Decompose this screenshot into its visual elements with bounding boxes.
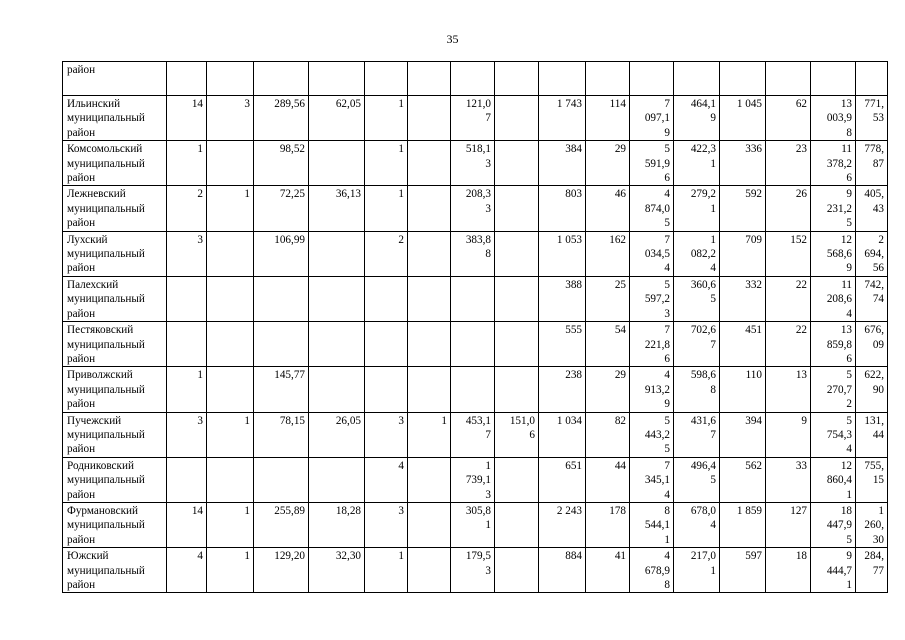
value-cell: 110 (720, 367, 766, 412)
value-cell: 383,8 8 (451, 231, 495, 276)
value-cell: 29 (586, 367, 630, 412)
value-cell: 3 (365, 412, 408, 457)
value-cell: 7 097,1 9 (630, 96, 674, 141)
table-row (63, 96, 888, 141)
value-cell: 388 (539, 276, 586, 321)
value-cell: 1 743 (539, 96, 586, 141)
value-cell: 41 (586, 548, 630, 593)
value-cell (365, 367, 408, 412)
value-cell: 332 (720, 276, 766, 321)
value-cell (167, 322, 207, 367)
value-cell: 1 (408, 412, 451, 457)
value-cell (766, 62, 811, 96)
value-cell: 1 260, 30 (856, 502, 888, 547)
value-cell: 453,1 7 (451, 412, 495, 457)
value-cell (254, 62, 309, 96)
value-cell: 431,6 7 (674, 412, 720, 457)
value-cell (408, 186, 451, 231)
value-cell: 518,1 3 (451, 141, 495, 186)
value-cell (495, 457, 539, 502)
value-cell (495, 367, 539, 412)
table-row (63, 322, 888, 367)
district-name-cell: Ильинский муниципальный район (63, 96, 167, 141)
value-cell: 394 (720, 412, 766, 457)
value-cell: 1 (207, 502, 254, 547)
value-cell (408, 457, 451, 502)
value-cell (309, 276, 365, 321)
value-cell: 23 (766, 141, 811, 186)
value-cell (451, 276, 495, 321)
value-cell: 18 (766, 548, 811, 593)
table-row (63, 231, 888, 276)
value-cell: 7 345,1 4 (630, 457, 674, 502)
value-cell: 384 (539, 141, 586, 186)
value-cell: 678,0 4 (674, 502, 720, 547)
value-cell: 217,0 1 (674, 548, 720, 593)
value-cell: 178 (586, 502, 630, 547)
table-row (63, 412, 888, 457)
value-cell: 78,15 (254, 412, 309, 457)
value-cell: 12 860,4 1 (811, 457, 856, 502)
value-cell: 592 (720, 186, 766, 231)
value-cell (309, 141, 365, 186)
value-cell: 360,6 5 (674, 276, 720, 321)
value-cell: 12 568,6 9 (811, 231, 856, 276)
district-name-cell: Палехский муниципальный район (63, 276, 167, 321)
value-cell: 44 (586, 457, 630, 502)
value-cell: 1 034 (539, 412, 586, 457)
value-cell: 25 (586, 276, 630, 321)
value-cell: 702,6 7 (674, 322, 720, 367)
value-cell: 26 (766, 186, 811, 231)
value-cell: 884 (539, 548, 586, 593)
value-cell: 208,3 3 (451, 186, 495, 231)
value-cell (207, 457, 254, 502)
value-cell: 4 874,0 5 (630, 186, 674, 231)
value-cell (408, 548, 451, 593)
value-cell: 152 (766, 231, 811, 276)
district-name-cell: Фурмановский муниципальный район (63, 502, 167, 547)
value-cell: 13 (766, 367, 811, 412)
value-cell (309, 62, 365, 96)
value-cell: 72,25 (254, 186, 309, 231)
district-name-cell: Комсомольский муниципальный район (63, 141, 167, 186)
value-cell: 778, 87 (856, 141, 888, 186)
value-cell (408, 62, 451, 96)
value-cell: 1 045 (720, 96, 766, 141)
value-cell (495, 62, 539, 96)
value-cell: 36,13 (309, 186, 365, 231)
value-cell (365, 62, 408, 96)
value-cell: 451 (720, 322, 766, 367)
value-cell: 9 (766, 412, 811, 457)
district-name-cell: Пестяковский муниципальный район (63, 322, 167, 367)
page-number: 35 (446, 32, 459, 46)
value-cell: 464,1 9 (674, 96, 720, 141)
district-name-cell: Родниковский муниципальный район (63, 457, 167, 502)
value-cell: 803 (539, 186, 586, 231)
table-row (63, 367, 888, 412)
table-row (63, 276, 888, 321)
table-body (63, 62, 888, 593)
value-cell (586, 62, 630, 96)
value-cell: 336 (720, 141, 766, 186)
table-row (63, 141, 888, 186)
district-name-cell: Пучежский муниципальный район (63, 412, 167, 457)
value-cell: 405, 43 (856, 186, 888, 231)
value-cell: 422,3 1 (674, 141, 720, 186)
value-cell (254, 322, 309, 367)
value-cell: 238 (539, 367, 586, 412)
value-cell: 121,0 7 (451, 96, 495, 141)
value-cell: 1 (365, 96, 408, 141)
value-cell: 1 (207, 186, 254, 231)
district-name-cell: Приволжский муниципальный район (63, 367, 167, 412)
value-cell: 622, 90 (856, 367, 888, 412)
value-cell (207, 367, 254, 412)
data-table (62, 61, 888, 593)
value-cell: 98,52 (254, 141, 309, 186)
value-cell: 26,05 (309, 412, 365, 457)
value-cell: 3 (365, 502, 408, 547)
value-cell (495, 231, 539, 276)
value-cell: 709 (720, 231, 766, 276)
value-cell: 598,6 8 (674, 367, 720, 412)
value-cell: 676, 09 (856, 322, 888, 367)
value-cell: 131, 44 (856, 412, 888, 457)
value-cell (254, 276, 309, 321)
value-cell (365, 322, 408, 367)
value-cell: 4 (365, 457, 408, 502)
value-cell (309, 367, 365, 412)
value-cell: 9 444,7 1 (811, 548, 856, 593)
value-cell: 1 (365, 548, 408, 593)
value-cell: 22 (766, 322, 811, 367)
value-cell: 151,0 6 (495, 412, 539, 457)
value-cell: 2 243 (539, 502, 586, 547)
table-row (63, 457, 888, 502)
value-cell (408, 96, 451, 141)
value-cell: 5 597,2 3 (630, 276, 674, 321)
value-cell: 742, 74 (856, 276, 888, 321)
value-cell: 279,2 1 (674, 186, 720, 231)
value-cell (408, 502, 451, 547)
value-cell (207, 62, 254, 96)
value-cell: 1 (365, 141, 408, 186)
value-cell: 11 378,2 6 (811, 141, 856, 186)
value-cell: 5 754,3 4 (811, 412, 856, 457)
value-cell: 7 034,5 4 (630, 231, 674, 276)
value-cell: 496,4 5 (674, 457, 720, 502)
value-cell (167, 457, 207, 502)
value-cell: 14 (167, 96, 207, 141)
value-cell: 305,8 1 (451, 502, 495, 547)
district-name-cell: Лежневский муниципальный район (63, 186, 167, 231)
value-cell: 1 053 (539, 231, 586, 276)
value-cell: 289,56 (254, 96, 309, 141)
value-cell: 651 (539, 457, 586, 502)
value-cell: 9 231,2 5 (811, 186, 856, 231)
table-row (63, 502, 888, 547)
value-cell: 14 (167, 502, 207, 547)
value-cell: 1 (167, 367, 207, 412)
value-cell: 11 208,6 4 (811, 276, 856, 321)
value-cell: 106,99 (254, 231, 309, 276)
value-cell (495, 502, 539, 547)
value-cell: 3 (167, 231, 207, 276)
value-cell: 597 (720, 548, 766, 593)
value-cell: 8 544,1 1 (630, 502, 674, 547)
value-cell: 82 (586, 412, 630, 457)
table-row (63, 62, 888, 96)
value-cell: 129,20 (254, 548, 309, 593)
value-cell: 145,77 (254, 367, 309, 412)
value-cell (630, 62, 674, 96)
value-cell: 555 (539, 322, 586, 367)
value-cell (451, 367, 495, 412)
value-cell: 5 443,2 5 (630, 412, 674, 457)
value-cell (408, 276, 451, 321)
value-cell: 18,28 (309, 502, 365, 547)
value-cell (495, 276, 539, 321)
value-cell (495, 322, 539, 367)
value-cell (495, 186, 539, 231)
value-cell (207, 276, 254, 321)
value-cell: 18 447,9 5 (811, 502, 856, 547)
table-row (63, 548, 888, 593)
value-cell (495, 141, 539, 186)
value-cell: 1 (207, 412, 254, 457)
value-cell (451, 322, 495, 367)
district-name-cell: Лухский муниципальный район (63, 231, 167, 276)
value-cell (309, 231, 365, 276)
district-name-cell: район (63, 62, 167, 96)
value-cell (207, 141, 254, 186)
value-cell: 755, 15 (856, 457, 888, 502)
value-cell: 22 (766, 276, 811, 321)
district-name-cell: Южский муниципальный район (63, 548, 167, 593)
value-cell (856, 62, 888, 96)
value-cell: 54 (586, 322, 630, 367)
value-cell: 162 (586, 231, 630, 276)
value-cell: 5 270,7 2 (811, 367, 856, 412)
value-cell (495, 548, 539, 593)
value-cell: 3 (207, 96, 254, 141)
value-cell: 13 859,8 6 (811, 322, 856, 367)
value-cell (408, 141, 451, 186)
value-cell: 1 (167, 141, 207, 186)
value-cell: 7 221,8 6 (630, 322, 674, 367)
value-cell: 46 (586, 186, 630, 231)
value-cell: 4 913,2 9 (630, 367, 674, 412)
value-cell: 62 (766, 96, 811, 141)
value-cell: 1 (207, 548, 254, 593)
value-cell (309, 322, 365, 367)
value-cell: 33 (766, 457, 811, 502)
value-cell (539, 62, 586, 96)
value-cell (167, 62, 207, 96)
value-cell: 255,89 (254, 502, 309, 547)
value-cell: 1 859 (720, 502, 766, 547)
value-cell: 1 082,2 4 (674, 231, 720, 276)
value-cell (408, 322, 451, 367)
value-cell (365, 276, 408, 321)
value-cell (167, 276, 207, 321)
value-cell: 62,05 (309, 96, 365, 141)
value-cell (720, 62, 766, 96)
value-cell: 5 591,9 6 (630, 141, 674, 186)
value-cell: 4 678,9 8 (630, 548, 674, 593)
value-cell (207, 322, 254, 367)
value-cell (408, 367, 451, 412)
value-cell (495, 96, 539, 141)
value-cell: 1 (365, 186, 408, 231)
value-cell: 3 (167, 412, 207, 457)
value-cell: 29 (586, 141, 630, 186)
value-cell: 32,30 (309, 548, 365, 593)
value-cell: 13 003,9 8 (811, 96, 856, 141)
value-cell (408, 231, 451, 276)
value-cell: 771, 53 (856, 96, 888, 141)
value-cell (674, 62, 720, 96)
value-cell (811, 62, 856, 96)
value-cell (207, 231, 254, 276)
value-cell: 4 (167, 548, 207, 593)
value-cell: 2 694, 56 (856, 231, 888, 276)
value-cell (254, 457, 309, 502)
value-cell: 114 (586, 96, 630, 141)
value-cell: 127 (766, 502, 811, 547)
value-cell: 1 739,1 3 (451, 457, 495, 502)
table-row (63, 186, 888, 231)
value-cell: 284, 77 (856, 548, 888, 593)
value-cell: 2 (365, 231, 408, 276)
value-cell (309, 457, 365, 502)
value-cell: 562 (720, 457, 766, 502)
value-cell (451, 62, 495, 96)
value-cell: 2 (167, 186, 207, 231)
value-cell: 179,5 3 (451, 548, 495, 593)
